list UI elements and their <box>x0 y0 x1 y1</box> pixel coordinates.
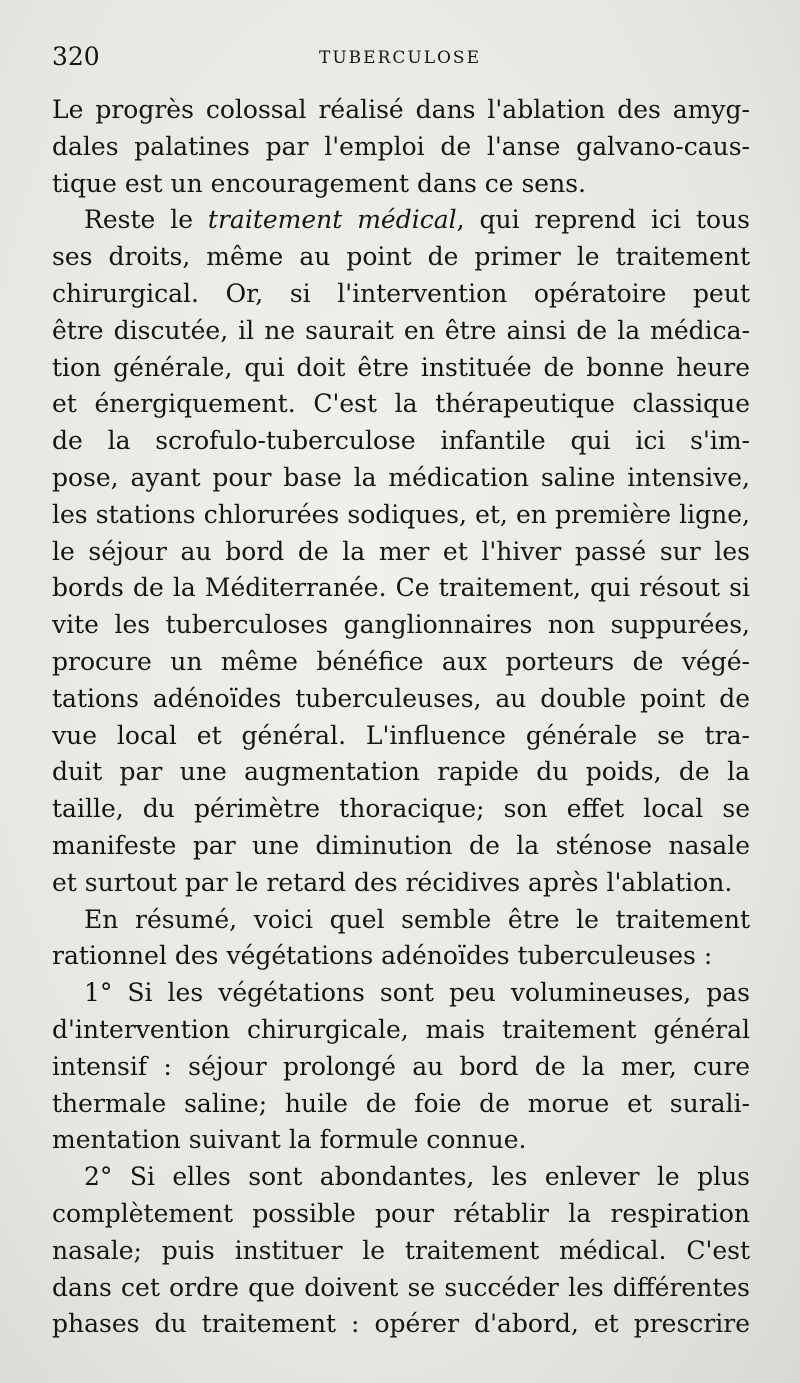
text-line: thermale saline; huile de foie de morue et surali- <box>52 1088 750 1118</box>
text-line: procure un même bénéfice aux porteurs de végé- <box>52 646 750 676</box>
text-line: Le progrès colossal réalisé dans l'ablation des amyg- <box>52 95 750 124</box>
page-header <box>52 42 748 78</box>
text-line: tion générale, qui doit être instituée de bonne heure <box>52 352 750 382</box>
text-line: vue local et général. L'influence générale se tra- <box>52 720 750 750</box>
text-line: tique est un encouragement dans ce sens. <box>52 168 586 198</box>
text-line: de la scrofulo-tuberculose infantile qui ici s'im- <box>52 426 750 456</box>
text-line: rationnel des végétations adénoïdes tuberculeuses : <box>52 941 713 971</box>
text-line: chirurgical. Or, si l'intervention opératoire peut <box>52 278 750 308</box>
text-line: phases du traitement : opérer d'abord, et prescrire <box>52 1309 750 1339</box>
text-line: et surtout par le retard des récidives après l'ablation. <box>52 867 733 897</box>
text-line: duit par une augmentation rapide du poids, de la <box>52 757 750 787</box>
page-number: 320 <box>52 42 100 71</box>
text-line: dans cet ordre que doivent se succéder les différentes <box>52 1272 750 1302</box>
text-line: bords de la Méditerranée. Ce traitement, qui résout si <box>52 573 750 603</box>
text-line: 1° Si les végétations sont peu volumineuses, pas <box>84 978 750 1008</box>
text-line: intensif : séjour prolongé au bord de la mer, cure <box>52 1051 750 1081</box>
running-title: TUBERCULOSE <box>319 48 481 68</box>
text-line: être discutée, il ne saurait en être ainsi de la médica- <box>52 315 750 345</box>
italic-phrase: traitement médical <box>207 205 457 235</box>
text-line: le séjour au bord de la mer et l'hiver passé sur les <box>52 536 750 566</box>
text-line: ses droits, même au point de primer le traitement <box>52 242 750 272</box>
text-line: les stations chlorurées sodiques, et, en première ligne, <box>52 499 750 529</box>
text-line: 2° Si elles sont abondantes, les enlever le plus <box>84 1162 750 1192</box>
text-line: nasale; puis instituer le traitement médical. C'est <box>52 1235 750 1265</box>
text-line: tations adénoïdes tuberculeuses, au double point de <box>52 683 750 713</box>
text-line: d'intervention chirurgicale, mais traitement général <box>52 1014 750 1044</box>
text-line: mentation suivant la formule connue. <box>52 1125 527 1155</box>
text-line: complètement possible pour rétablir la respiration <box>52 1198 750 1228</box>
text-line: taille, du périmètre thoracique; son effet local se <box>52 794 750 824</box>
body-text <box>52 92 750 1343</box>
text-line: En résumé, voici quel semble être le traitement <box>84 904 750 934</box>
text-line: pose, ayant pour base la médication saline intensive, <box>52 462 750 492</box>
text-line: manifeste par une diminution de la sténose nasale <box>52 830 750 860</box>
text-line: vite les tuberculoses ganglionnaires non suppurées, <box>52 610 750 640</box>
text-line: dales palatines par l'emploi de l'anse galvano-caus- <box>52 131 750 161</box>
text-line: et énergiquement. C'est la thérapeutique classique <box>52 389 750 419</box>
text-line: Reste le traitement médical, qui reprend ici tous <box>84 205 750 235</box>
